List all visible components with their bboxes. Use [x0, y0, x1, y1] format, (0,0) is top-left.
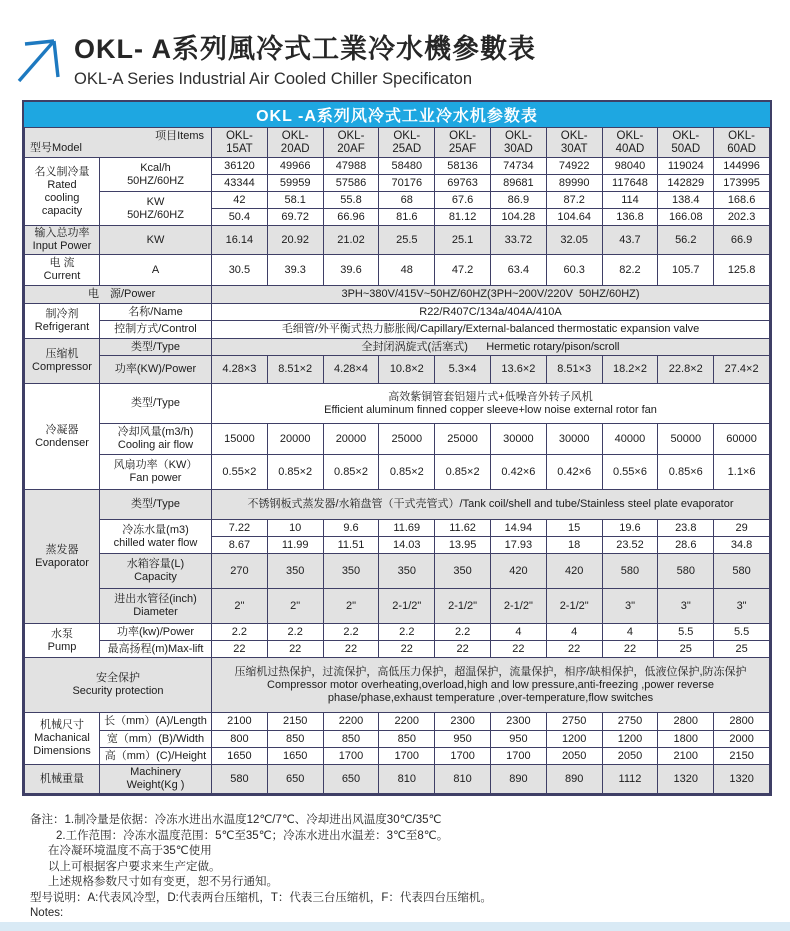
- value-cell: 2-1/2": [379, 589, 435, 624]
- value-cell: 173995: [714, 175, 770, 192]
- note-line: 以上可根据客户要求来生产定做。: [48, 860, 221, 873]
- value-cell: 2050: [602, 748, 658, 765]
- value-cell: 81.6: [379, 209, 435, 226]
- value-cell: 2800: [658, 713, 714, 731]
- table-row: [25, 304, 770, 321]
- notes-block: [30, 813, 750, 922]
- value-cell: 2750: [602, 713, 658, 731]
- value-cell: 10: [267, 520, 323, 537]
- item-label-cell: KW 50HZ/60HZ: [100, 192, 212, 226]
- model-header-cell: OKL- 20AD: [267, 128, 323, 158]
- merged-label-cell: [25, 286, 212, 304]
- table-row: [25, 321, 770, 339]
- table-row: [25, 520, 770, 537]
- value-cell: 11.69: [379, 520, 435, 537]
- value-cell: 420: [546, 554, 602, 589]
- note-line: Notes:: [30, 907, 64, 919]
- span-value-cell: 毛细管/外平衡式热力膨胀阀/Capillary/External-balanced thermostatic expansion valve: [212, 321, 770, 339]
- page-title-en: OKL-A Series Industrial Air Cooled Chiller Specificaton: [74, 70, 473, 88]
- value-cell: 67.6: [435, 192, 491, 209]
- item-label-cell: 最高扬程(m)Max-lift: [100, 641, 212, 658]
- value-cell: 59959: [267, 175, 323, 192]
- value-cell: 4: [602, 624, 658, 641]
- table-row: [25, 356, 770, 384]
- value-cell: 2100: [658, 748, 714, 765]
- value-cell: 23.8: [658, 520, 714, 537]
- value-cell: 8.67: [212, 537, 268, 554]
- table-row: [25, 765, 770, 794]
- value-cell: 98040: [602, 158, 658, 175]
- value-cell: 82.2: [602, 255, 658, 286]
- value-cell: 2150: [267, 713, 323, 731]
- value-cell: 2.2: [379, 624, 435, 641]
- value-cell: 2300: [435, 713, 491, 731]
- model-header-cell: OKL- 50AD: [658, 128, 714, 158]
- item-label-cell: Kcal/h 50HZ/60HZ: [100, 158, 212, 192]
- value-cell: 22: [490, 641, 546, 658]
- document-header: [17, 33, 536, 91]
- value-cell: 0.85×2: [435, 455, 491, 490]
- value-cell: 15: [546, 520, 602, 537]
- value-cell: 2200: [379, 713, 435, 731]
- value-cell: 2300: [490, 713, 546, 731]
- item-label-cell: 类型/Type: [100, 339, 212, 356]
- table-row: [25, 158, 770, 175]
- value-cell: 350: [323, 554, 379, 589]
- value-cell: 10.8×2: [379, 356, 435, 384]
- page-title-zh: OKL- A系列風冷式工業冷水機參數表: [74, 34, 536, 64]
- value-cell: 117648: [602, 175, 658, 192]
- value-cell: 136.8: [602, 209, 658, 226]
- value-cell: 87.2: [546, 192, 602, 209]
- value-cell: 580: [714, 554, 770, 589]
- value-cell: 69763: [435, 175, 491, 192]
- item-label-cell: 宽（mm）(B)/Width: [100, 731, 212, 748]
- value-cell: 0.85×2: [267, 455, 323, 490]
- section-label-cell: 压缩机 Compressor: [25, 339, 100, 384]
- span-value-cell: 压缩机过热保护，过流保护，高低压力保护，超温保护，流量保护，相序/缺相保护，低液位保护,防冻保护 Compressor motor overheating,overload,high and low pressure,anti-freezing ,power reverse phase/phase,exhaust temperature ,over-temperature,flow switches: [212, 658, 770, 713]
- value-cell: 270: [212, 554, 268, 589]
- value-cell: 1320: [658, 765, 714, 794]
- item-label-cell: 高（mm）(C)/Height: [100, 748, 212, 765]
- value-cell: 104.64: [546, 209, 602, 226]
- value-cell: 1200: [602, 731, 658, 748]
- value-cell: 89990: [546, 175, 602, 192]
- value-cell: 20000: [267, 424, 323, 455]
- value-cell: 1112: [602, 765, 658, 794]
- value-cell: 119024: [658, 158, 714, 175]
- value-cell: 850: [323, 731, 379, 748]
- value-cell: 16.14: [212, 226, 268, 255]
- value-cell: 28.6: [658, 537, 714, 554]
- value-cell: 25: [658, 641, 714, 658]
- item-label-cell: 控制方式/Control: [100, 321, 212, 339]
- model-header-cell: OKL- 20AF: [323, 128, 379, 158]
- value-cell: 74922: [546, 158, 602, 175]
- table-row: [25, 424, 770, 455]
- span-value-cell: 3PH~380V/415V~50HZ/60HZ(3PH~200V/220V 50HZ/60HZ): [212, 286, 770, 304]
- value-cell: 2800: [714, 713, 770, 731]
- value-cell: 0.55×2: [212, 455, 268, 490]
- item-label-cell: 水箱容量(L) Capacity: [100, 554, 212, 589]
- value-cell: 4: [546, 624, 602, 641]
- value-cell: 58136: [435, 158, 491, 175]
- value-cell: 86.9: [490, 192, 546, 209]
- value-cell: 125.8: [714, 255, 770, 286]
- table-row: [25, 731, 770, 748]
- item-label-cell: 长（mm）(A)/Length: [100, 713, 212, 731]
- value-cell: 0.85×6: [658, 455, 714, 490]
- span-value-cell: R22/R407C/134a/404A/410A: [212, 304, 770, 321]
- title-block: [74, 33, 536, 91]
- value-cell: 27.4×2: [714, 356, 770, 384]
- table-row: [25, 384, 770, 424]
- value-cell: 50000: [658, 424, 714, 455]
- value-cell: 3": [714, 589, 770, 624]
- value-cell: 60.3: [546, 255, 602, 286]
- spec-table-body: [25, 128, 770, 794]
- value-cell: 1200: [546, 731, 602, 748]
- span-value-cell: 不锈钢板式蒸发器/水箱盘管（干式壳管式）/Tank coil/shell and tube/Stainless steel plate evaporator: [212, 490, 770, 520]
- value-cell: 11.51: [323, 537, 379, 554]
- value-cell: 350: [267, 554, 323, 589]
- table-row: [25, 713, 770, 731]
- value-cell: 81.12: [435, 209, 491, 226]
- value-cell: 11.99: [267, 537, 323, 554]
- value-cell: 66.96: [323, 209, 379, 226]
- value-cell: 47.2: [435, 255, 491, 286]
- value-cell: 0.85×2: [323, 455, 379, 490]
- value-cell: 56.2: [658, 226, 714, 255]
- value-cell: 22: [212, 641, 268, 658]
- value-cell: 7.22: [212, 520, 268, 537]
- value-cell: 30000: [490, 424, 546, 455]
- value-cell: 22: [379, 641, 435, 658]
- value-cell: 20.92: [267, 226, 323, 255]
- value-cell: 55.8: [323, 192, 379, 209]
- value-cell: 13.95: [435, 537, 491, 554]
- value-cell: 14.03: [379, 537, 435, 554]
- value-cell: 4: [490, 624, 546, 641]
- note-line: 在冷凝环境温度不高于35℃使用: [48, 845, 212, 857]
- value-cell: 39.3: [267, 255, 323, 286]
- value-cell: 1.1×6: [714, 455, 770, 490]
- value-cell: 1800: [658, 731, 714, 748]
- value-cell: 2.2: [267, 624, 323, 641]
- section-label-cell: 冷凝器 Condenser: [25, 384, 100, 490]
- spec-table: [24, 127, 770, 794]
- item-label-cell: 类型/Type: [100, 384, 212, 424]
- merged-label-left: 电: [88, 288, 99, 300]
- item-label-cell: 冷冻水量(m3) chilled water flow: [100, 520, 212, 554]
- value-cell: 58480: [379, 158, 435, 175]
- table-row: [25, 658, 770, 713]
- value-cell: 60000: [714, 424, 770, 455]
- value-cell: 420: [490, 554, 546, 589]
- value-cell: 1700: [490, 748, 546, 765]
- value-cell: 29: [714, 520, 770, 537]
- value-cell: 50.4: [212, 209, 268, 226]
- item-label-cell: A: [100, 255, 212, 286]
- value-cell: 25.1: [435, 226, 491, 255]
- value-cell: 58.1: [267, 192, 323, 209]
- section-label-cell: 名义制冷量 Rated cooling capacity: [25, 158, 100, 226]
- value-cell: 34.8: [714, 537, 770, 554]
- value-cell: 9.6: [323, 520, 379, 537]
- value-cell: 42: [212, 192, 268, 209]
- model-header-cell: OKL- 40AD: [602, 128, 658, 158]
- merged-label-cell: 安全保护 Security protection: [25, 658, 212, 713]
- value-cell: 23.52: [602, 537, 658, 554]
- value-cell: 144996: [714, 158, 770, 175]
- value-cell: 2-1/2": [435, 589, 491, 624]
- value-cell: 104.28: [490, 209, 546, 226]
- value-cell: 25000: [379, 424, 435, 455]
- value-cell: 63.4: [490, 255, 546, 286]
- value-cell: 17.93: [490, 537, 546, 554]
- note-line: 上述规格参数尺寸如有变更，恕不另行通知。: [48, 876, 278, 888]
- corner-items-label: 项目Items: [155, 130, 204, 142]
- section-label-cell: 电 流 Current: [25, 255, 100, 286]
- value-cell: 5.3×4: [435, 356, 491, 384]
- value-cell: 2100: [212, 713, 268, 731]
- value-cell: 13.6×2: [490, 356, 546, 384]
- table-caption: OKL -A系列风冷式工业冷水机参数表: [24, 102, 770, 127]
- value-cell: 2": [267, 589, 323, 624]
- merged-label-right: 源/Power: [110, 288, 156, 300]
- value-cell: 1700: [435, 748, 491, 765]
- item-label-cell: 名称/Name: [100, 304, 212, 321]
- value-cell: 22: [323, 641, 379, 658]
- value-cell: 890: [490, 765, 546, 794]
- value-cell: 39.6: [323, 255, 379, 286]
- value-cell: 22.8×2: [658, 356, 714, 384]
- value-cell: 1650: [267, 748, 323, 765]
- value-cell: 3": [658, 589, 714, 624]
- value-cell: 0.85×2: [379, 455, 435, 490]
- section-label-cell: 制冷剂 Refrigerant: [25, 304, 100, 339]
- value-cell: 650: [267, 765, 323, 794]
- section-label-cell: 输入总功率 Input Power: [25, 226, 100, 255]
- value-cell: 22: [602, 641, 658, 658]
- corner-model-label: 型号Model: [30, 142, 82, 154]
- value-cell: 40000: [602, 424, 658, 455]
- value-cell: 2050: [546, 748, 602, 765]
- value-cell: 138.4: [658, 192, 714, 209]
- value-cell: 0.42×6: [490, 455, 546, 490]
- value-cell: 650: [323, 765, 379, 794]
- table-row: [25, 226, 770, 255]
- table-row: [25, 455, 770, 490]
- value-cell: 580: [212, 765, 268, 794]
- value-cell: 2.2: [323, 624, 379, 641]
- value-cell: 350: [379, 554, 435, 589]
- value-cell: 70176: [379, 175, 435, 192]
- value-cell: 2150: [714, 748, 770, 765]
- item-label-cell: 类型/Type: [100, 490, 212, 520]
- span-value-cell: 全封闭涡旋式(活塞式) Hermetic rotary/pison/scroll: [212, 339, 770, 356]
- value-cell: 350: [435, 554, 491, 589]
- spec-table-container: [22, 100, 772, 796]
- value-cell: 5.5: [658, 624, 714, 641]
- section-label-cell: 蒸发器 Evaporator: [25, 490, 100, 624]
- value-cell: 66.9: [714, 226, 770, 255]
- value-cell: 166.08: [658, 209, 714, 226]
- value-cell: 11.62: [435, 520, 491, 537]
- value-cell: 68: [379, 192, 435, 209]
- table-row: [25, 748, 770, 765]
- table-row: [25, 286, 770, 304]
- model-header-cell: OKL- 60AD: [714, 128, 770, 158]
- arrow-up-right-icon: [17, 35, 61, 85]
- value-cell: 2-1/2": [546, 589, 602, 624]
- value-cell: 950: [490, 731, 546, 748]
- value-cell: 19.6: [602, 520, 658, 537]
- value-cell: 2.2: [212, 624, 268, 641]
- value-cell: 2000: [714, 731, 770, 748]
- value-cell: 2": [323, 589, 379, 624]
- value-cell: 2750: [546, 713, 602, 731]
- value-cell: 890: [546, 765, 602, 794]
- value-cell: 3": [602, 589, 658, 624]
- value-cell: 89681: [490, 175, 546, 192]
- value-cell: 850: [379, 731, 435, 748]
- value-cell: 48: [379, 255, 435, 286]
- value-cell: 20000: [323, 424, 379, 455]
- table-row: [25, 490, 770, 520]
- value-cell: 18.2×2: [602, 356, 658, 384]
- model-header-cell: OKL- 30AT: [546, 128, 602, 158]
- value-cell: 74734: [490, 158, 546, 175]
- value-cell: 32.05: [546, 226, 602, 255]
- corner-cell: [25, 128, 212, 158]
- value-cell: 25000: [435, 424, 491, 455]
- value-cell: 15000: [212, 424, 268, 455]
- value-cell: 4.28×3: [212, 356, 268, 384]
- value-cell: 0.42×6: [546, 455, 602, 490]
- table-row: [25, 554, 770, 589]
- item-label-cell: 冷却风量(m3/h) Cooling air flow: [100, 424, 212, 455]
- item-label-cell: 进出水管径(inch) Diameter: [100, 589, 212, 624]
- value-cell: 2.2: [435, 624, 491, 641]
- note-line: 型号说明：A:代表风冷型，D:代表两台压缩机，T：代表三台压缩机，F：代表四台压缩机。: [30, 891, 492, 904]
- value-cell: 8.51×3: [546, 356, 602, 384]
- value-cell: 580: [602, 554, 658, 589]
- value-cell: 168.6: [714, 192, 770, 209]
- value-cell: 25.5: [379, 226, 435, 255]
- table-row: [25, 624, 770, 641]
- table-row: [25, 641, 770, 658]
- value-cell: 25: [714, 641, 770, 658]
- table-row: [25, 192, 770, 209]
- footer-strip: [0, 922, 790, 931]
- note-line: 备注：1.制冷量是依据：冷冻水进出水温度12℃/7℃、冷却进出风温度30℃/35℃: [30, 814, 442, 826]
- value-cell: 57586: [323, 175, 379, 192]
- value-cell: 580: [658, 554, 714, 589]
- value-cell: 114: [602, 192, 658, 209]
- value-cell: 850: [267, 731, 323, 748]
- value-cell: 22: [435, 641, 491, 658]
- item-label-cell: Machinery Weight(Kg ): [100, 765, 212, 794]
- value-cell: 105.7: [658, 255, 714, 286]
- value-cell: 49966: [267, 158, 323, 175]
- value-cell: 950: [435, 731, 491, 748]
- value-cell: 1320: [714, 765, 770, 794]
- section-label-cell: 水泵 Pump: [25, 624, 100, 658]
- section-label-cell: 机械尺寸 Machanical Dimensions: [25, 713, 100, 765]
- value-cell: 0.55×6: [602, 455, 658, 490]
- model-header-cell: OKL- 15AT: [212, 128, 268, 158]
- value-cell: 1700: [379, 748, 435, 765]
- item-label-cell: KW: [100, 226, 212, 255]
- note-line: 2.工作范围：冷冻水温度范围：5℃至35℃；冷冻水进出水温差：3℃至8℃。: [56, 829, 449, 842]
- model-header-cell: OKL- 30AD: [490, 128, 546, 158]
- value-cell: 18: [546, 537, 602, 554]
- value-cell: 8.51×2: [267, 356, 323, 384]
- value-cell: 4.28×4: [323, 356, 379, 384]
- value-cell: 2": [212, 589, 268, 624]
- value-cell: 21.02: [323, 226, 379, 255]
- value-cell: 33.72: [490, 226, 546, 255]
- model-header-cell: OKL- 25AD: [379, 128, 435, 158]
- table-row: [25, 339, 770, 356]
- value-cell: 30.5: [212, 255, 268, 286]
- value-cell: 22: [546, 641, 602, 658]
- model-header-cell: OKL- 25AF: [435, 128, 491, 158]
- value-cell: 2-1/2": [490, 589, 546, 624]
- value-cell: 142829: [658, 175, 714, 192]
- value-cell: 30000: [546, 424, 602, 455]
- value-cell: 810: [379, 765, 435, 794]
- value-cell: 43344: [212, 175, 268, 192]
- value-cell: 810: [435, 765, 491, 794]
- value-cell: 69.72: [267, 209, 323, 226]
- value-cell: 47988: [323, 158, 379, 175]
- table-row: [25, 255, 770, 286]
- value-cell: 43.7: [602, 226, 658, 255]
- value-cell: 5.5: [714, 624, 770, 641]
- item-label-cell: 功率(KW)/Power: [100, 356, 212, 384]
- value-cell: 22: [267, 641, 323, 658]
- value-cell: 202.3: [714, 209, 770, 226]
- item-label-cell: 风扇功率（KW） Fan power: [100, 455, 212, 490]
- value-cell: 14.94: [490, 520, 546, 537]
- span-value-cell: 高效紫铜管套铝翅片式+低噪音外转子风机 Efficient aluminum finned copper sleeve+low noise external rotor fan: [212, 384, 770, 424]
- value-cell: 1650: [212, 748, 268, 765]
- value-cell: 36120: [212, 158, 268, 175]
- value-cell: 2200: [323, 713, 379, 731]
- item-label-cell: 功率(kw)/Power: [100, 624, 212, 641]
- value-cell: 800: [212, 731, 268, 748]
- value-cell: 1700: [323, 748, 379, 765]
- section-label-cell: 机械重量: [25, 765, 100, 794]
- table-row: [25, 589, 770, 624]
